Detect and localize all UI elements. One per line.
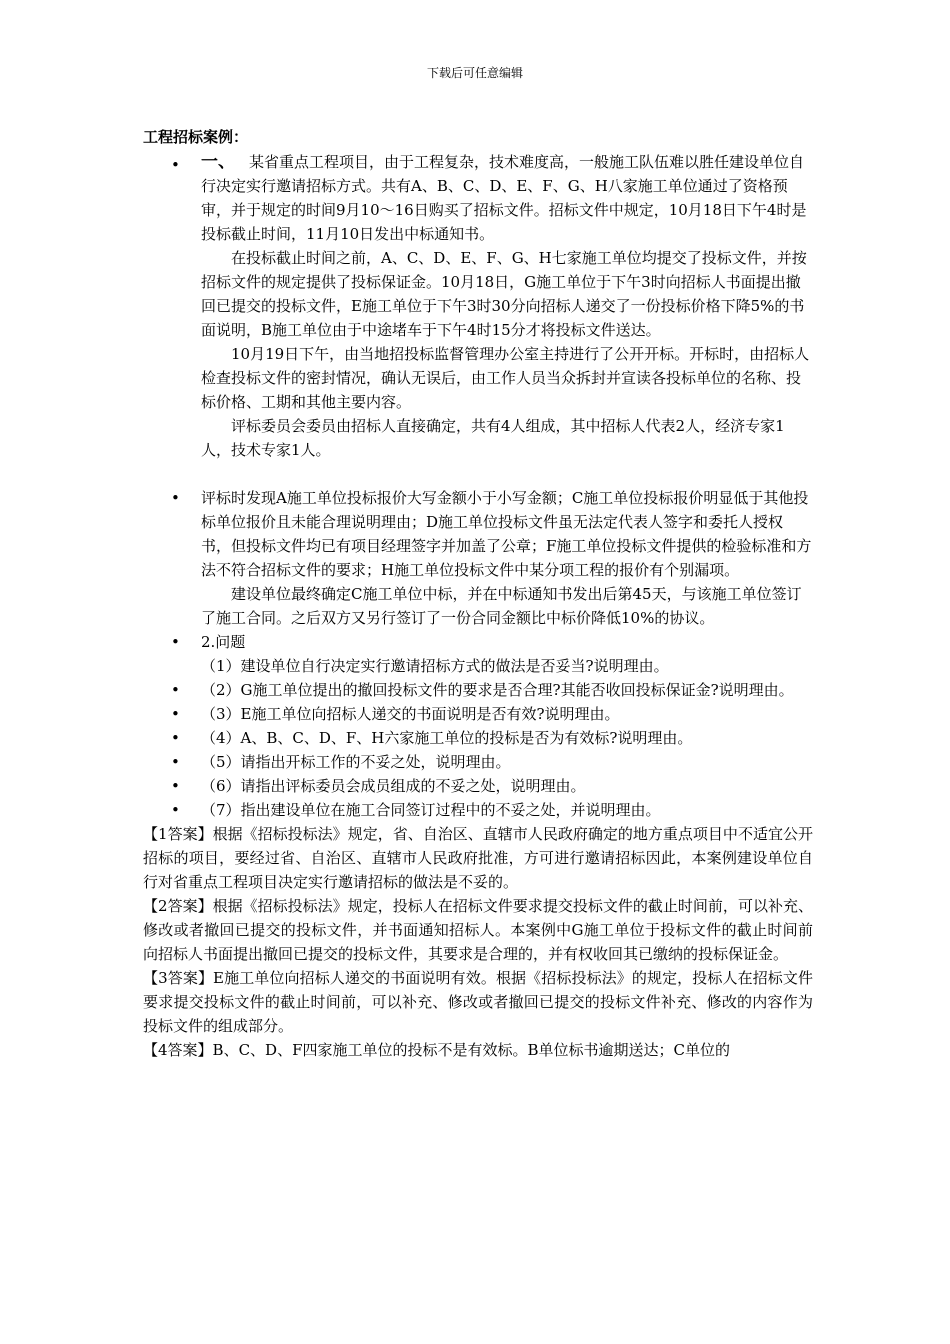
list-item [143, 798, 813, 822]
answer-paragraph: 【4答案】B、C、D、F四家施工单位的投标不是有效标。B单位标书逾期送达；C单位的 [143, 1041, 730, 1059]
document-title: 工程招标案例： [143, 128, 249, 146]
bullet-icon: • [171, 729, 180, 747]
case-paragraph: 评标委员会委员由招标人直接确定，共有4人组成，其中招标人代表2人，经济专家1人，技术专家1人。 [201, 417, 785, 459]
question-item: （3）E施工单位向招标人递交的书面说明是否有效?说明理由。 [201, 705, 620, 723]
case-intro [201, 150, 813, 246]
question-item: （6）请指出评标委员会成员组成的不妥之处，说明理由。 [201, 777, 586, 795]
bullet-icon: • [171, 681, 180, 699]
document-body [143, 150, 813, 1062]
answer-paragraph: 【3答案】E施工单位向招标人递交的书面说明有效。根据《招标投标法》的规定，投标人在招标文件要求提交投标文件的截止时间前，可以补充、修改或者撤回已提交的投标文件补充、修改的内容作为投标文件的组成部分。 [143, 969, 813, 1035]
list-item [143, 726, 813, 750]
bullet-icon: • [171, 777, 180, 795]
list-item [143, 750, 813, 774]
case-paragraph: 在投标截止时间之前，A、C、D、E、F、G、H七家施工单位均提交了投标文件，并按招标文件的规定提供了投标保证金。10月18日，G施工单位于下午3时向招标人书面提出撤回已提交的投标文件，E施工单位于下午3时30分向招标人递交了一份投标价格下降5%的书面说明，B施工单位由于中途堵车于下午4时15分才将投标文件送达。 [201, 249, 807, 339]
bullet-icon: • [171, 633, 180, 651]
question-item: （7）指出建设单位在施工合同签订过程中的不妥之处，并说明理由。 [201, 801, 661, 819]
bullet-icon: • [171, 753, 180, 771]
question-item: （4）A、B、C、D、F、H六家施工单位的投标是否为有效标?说明理由。 [201, 729, 693, 747]
case-number: 一、 [201, 152, 235, 172]
bullet-icon: • [171, 156, 180, 174]
list-item [143, 630, 813, 678]
answer-paragraph: 【1答案】根据《招标投标法》规定，省、自治区、直辖市人民政府确定的地方重点项目中不适宜公开招标的项目，要经过省、自治区、直辖市人民政府批准，方可进行邀请招标因此，本案例建设单位自行对省重点工程项目决定实行邀请招标的做法是不妥的。 [143, 825, 813, 891]
case-intro-text: 某省重点工程项目，由于工程复杂，技术难度高，一般施工队伍难以胜任建设单位自行决定实行邀请招标方式。共有A、B、C、D、E、F、G、H八家施工单位通过了资格预审，并于规定的时间9月10～16日购买了招标文件。招标文件中规定，10月18日下午4时是投标截止时间，11月10日发出中标通知书。 [201, 153, 807, 243]
question-item: （1）建设单位自行决定实行邀请招标方式的做法是否妥当?说明理由。 [201, 657, 669, 675]
answer-paragraph: 【2答案】根据《招标投标法》规定，投标人在招标文件要求提交投标文件的截止时间前，可以补充、修改或者撤回已提交的投标文件，并书面通知招标人。本案例中G施工单位于投标文件的截止时间前向招标人书面提出撤回已提交的投标文件，其要求是合理的，并有权收回其已缴纳的投标保证金。 [143, 897, 813, 963]
list-item [143, 702, 813, 726]
case-list [143, 150, 813, 822]
bullet-icon: • [171, 489, 180, 507]
case-paragraph: 10月19日下午，由当地招投标监督管理办公室主持进行了公开开标。开标时，由招标人检查投标文件的密封情况，确认无误后，由工作人员当众拆封并宣读各投标单位的名称、投标价格、工期和其他主要内容。 [201, 345, 810, 411]
question-item: （5）请指出开标工作的不妥之处，说明理由。 [201, 753, 511, 771]
bullet-icon: • [171, 801, 180, 819]
list-item [143, 774, 813, 798]
case-paragraph: 评标时发现A施工单位投标报价大写金额小于小写金额；C施工单位投标报价明显低于其他投标单位报价且未能合理说明理由；D施工单位投标文件虽无法定代表人签字和委托人授权书，但投标文件均已有项目经理签字并加盖了公章；F施工单位投标文件提供的检验标准和方法不符合招标文件的要求；H施工单位投标文件中某分项工程的报价有个别漏项。 [201, 489, 812, 579]
bullet-icon: • [171, 705, 180, 723]
page-header: 下载后可任意编辑 [426, 66, 523, 80]
questions-heading: 2.问题 [201, 633, 246, 651]
list-item [143, 486, 813, 630]
case-paragraph: 建设单位最终确定C施工单位中标，并在中标通知书发出后第45天，与该施工单位签订了施工合同。之后双方又另行签订了一份合同金额比中标价降低10%的协议。 [201, 585, 802, 627]
list-item [143, 150, 813, 486]
question-item: （2）G施工单位提出的撤回投标文件的要求是否合理?其能否收回投标保证金?说明理由。 [201, 681, 794, 699]
list-item [143, 678, 813, 702]
